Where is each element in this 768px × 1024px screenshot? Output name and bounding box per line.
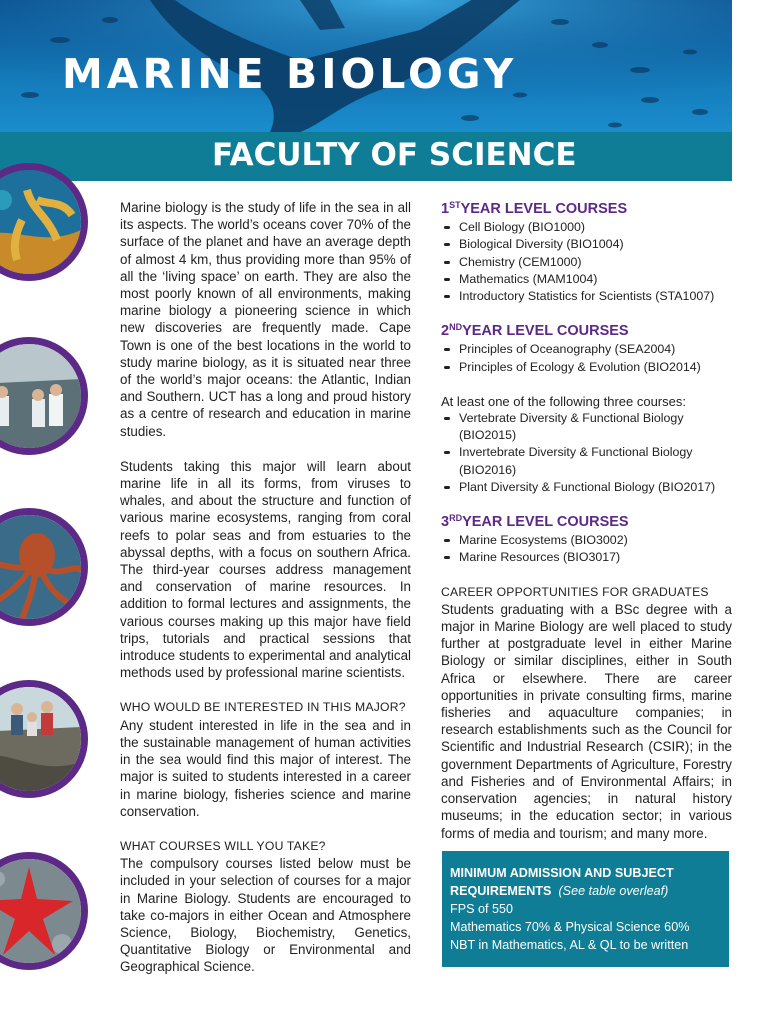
- intro-paragraph: Marine biology is the study of life in the sea in all its aspects. The world’s oceans cover 70% of the surface of the planet and have an average depth of almost 4 km, thus providing more than 95% of all the ‘living space’ on earth. They are also the most poorly known of all environments, making marine biology a pioneering science in which new discoveries are frequently made. Cape Town is one of the best locations in the world to study marine biology, as it is situated near three of the world’s major oceans: the Atlantic, Indian and Southern. UCT has a long and proud history as a centre of research and education in marine studies.: [120, 200, 411, 439]
- list-item: Introductory Statistics for Scientists (STA1007): [441, 288, 732, 305]
- admission-heading-line2: REQUIREMENTS (See table overleaf): [450, 884, 669, 898]
- list-item: Principles of Oceanography (SEA2004): [441, 341, 732, 358]
- faculty-title: FACULTY OF SCIENCE: [212, 137, 577, 173]
- list-item: Marine Ecosystems (BIO3002): [441, 532, 732, 549]
- courses-heading: WHAT COURSES WILL YOU TAKE?: [120, 838, 326, 853]
- admission-line: Mathematics 70% & Physical Science 60%: [450, 920, 690, 934]
- students-in-water-photo: [0, 337, 88, 455]
- admission-note: (See table overleaf): [558, 884, 669, 898]
- list-item: Biological Diversity (BIO1004): [441, 236, 732, 253]
- admission-line: NBT in Mathematics, AL & QL to be written: [450, 938, 689, 952]
- starfish-photo: [0, 852, 88, 970]
- interested-heading: WHO WOULD BE INTERESTED IN THIS MAJOR?: [120, 700, 406, 715]
- year1-heading: 1STYEAR LEVEL COURSES: [441, 200, 628, 217]
- year2-course-list: [441, 341, 732, 375]
- list-item: Cell Biology (BIO1000): [441, 219, 732, 236]
- faculty-bar: [0, 132, 732, 181]
- list-item: Plant Diversity & Functional Biology (BIO2017): [441, 479, 732, 496]
- list-item: Chemistry (CEM1000): [441, 254, 732, 271]
- admission-box: [442, 851, 729, 967]
- students-paragraph: Students taking this major will learn about marine life in all its forms, from viruses to whales, and about the structure and function of various marine ecosystems, ranging from coral reefs to polar seas and from estuaries to the abyssal depths, with a focus on southern Africa. The third-year courses address management and conservation of marine resources. In addition to formal lectures and assignments, the various courses making up this major have field trips, tutorials and practical sessions that introduce students to experimental and analytical methods used by professional marine scientists.: [120, 458, 411, 681]
- career-heading: CAREER OPPORTUNITIES FOR GRADUATES: [441, 584, 709, 599]
- page-title: MARINE BIOLOGY: [62, 50, 518, 98]
- year1-course-list: [441, 219, 732, 305]
- header-banner: [0, 0, 732, 132]
- left-column: [120, 199, 411, 976]
- admission-line: FPS of 550: [450, 902, 514, 916]
- list-item: Vertebrate Diversity & Functional Biology (BIO2015): [441, 410, 732, 444]
- octopus-photo: [0, 508, 88, 626]
- right-column: [441, 197, 732, 842]
- year3-heading: 3RDYEAR LEVEL COURSES: [441, 513, 629, 531]
- researchers-on-rocks-photo: [0, 680, 88, 798]
- year3-course-list: [441, 532, 732, 566]
- year2-choice-list: [441, 410, 732, 496]
- choice-intro: At least one of the following three courses:: [441, 393, 686, 409]
- courses-paragraph: The compulsory courses listed below must be included in your selection of courses for a major in Marine Biology. Students are encouraged to take co-majors in either Ocean and Atmosphere Science, Biology, Biochemistry, Genetics, Quantitative Biology or Environmental and Geographical Science.: [120, 856, 411, 975]
- year2-heading: 2NDYEAR LEVEL COURSES: [441, 322, 629, 340]
- career-paragraph: Students graduating with a BSc degree with a major in Marine Biology are well placed to study further at postgraduate level in either Marine Biology or similar disciplines, either in South Africa or elsewhere. There are career opportunities in private consulting firms, marine fisheries and aquaculture companies; in research establishments such as the Council for Scientific and Industrial Research (CSIR); in the government Departments of Agriculture, Forestry and Fisheries and of Environmental Affairs; in conservation agencies; in natural history museums; in the education sector; in various forms of media and tourism; and many more.: [441, 601, 732, 841]
- list-item: Marine Resources (BIO3017): [441, 549, 732, 566]
- list-item: Mathematics (MAM1004): [441, 271, 732, 288]
- interested-paragraph: Any student interested in life in the sea and in the sustainable management of human activities in the sea would find this major of interest. The major is suited to students interested in a career in marine biology, fisheries science and marine conservation.: [120, 717, 411, 819]
- list-item: Principles of Ecology & Evolution (BIO2014): [441, 359, 732, 376]
- list-item: Invertebrate Diversity & Functional Biology (BIO2016): [441, 444, 732, 478]
- admission-heading-line1: MINIMUM ADMISSION AND SUBJECT: [450, 866, 674, 880]
